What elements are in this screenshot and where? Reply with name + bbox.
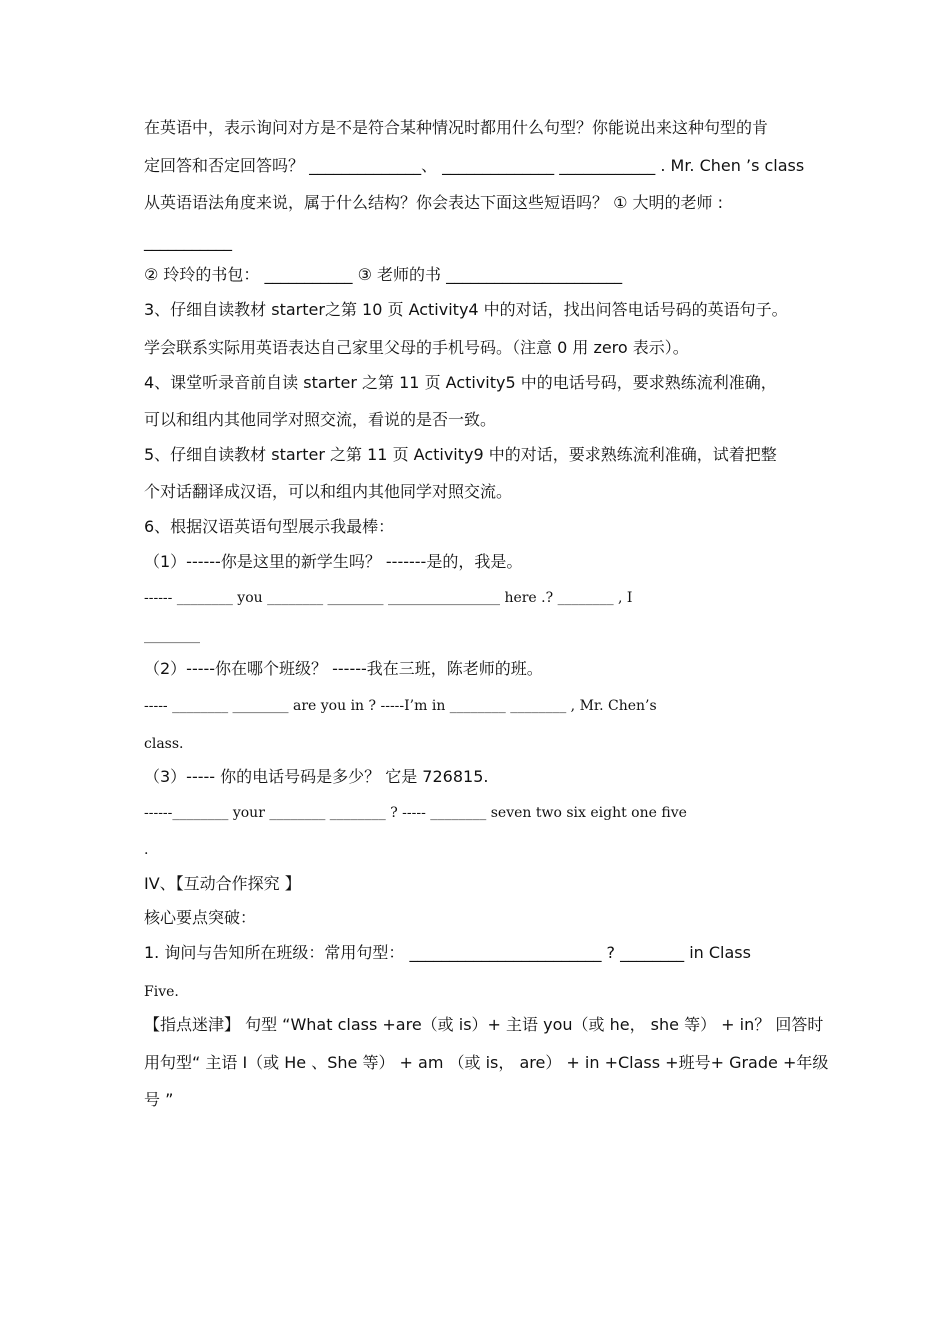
sentence-3-english: ------________ your ________ ________ ? ----- ________ seven two six eight one five bbox=[144, 805, 687, 821]
section-iv-heading: IV、【互动合作探究 】 bbox=[144, 874, 301, 893]
core-points-heading: 核心要点突破： bbox=[144, 908, 257, 927]
tips-line-3: 号 ” bbox=[144, 1090, 174, 1109]
sentence-2-chinese: （2）-----你在哪个班级？ ------我在三班，陈老师的班。 bbox=[144, 659, 543, 678]
intro-question-line-1: 在英语中，表示询问对方是不是符合某种情况时都用什么句型？你能说出来这种句型的肯 bbox=[144, 118, 769, 137]
sentence-1-english: ------ ________ you ________ ________ ________________ here .? ________ , I bbox=[144, 590, 633, 606]
task-3-line-1: 3、仔细自读教材 starter之第 10 页 Activity4 中的对话，找出问答电话号码的英语句子。 bbox=[144, 300, 788, 319]
intro-question-line-3: 从英语语法角度来说，属于什么结构？你会表达下面这些短语吗？ ① 大明的老师 : bbox=[144, 193, 723, 212]
answer-blank: ___________ bbox=[144, 232, 232, 251]
sentence-2-continued: class. bbox=[144, 736, 184, 752]
sentence-3-chinese: （3）----- 你的电话号码是多少？ 它是 726815. bbox=[144, 767, 489, 786]
tips-line-2: 用句型“ 主语 I（或 He 、She 等） + am （或 is， are） + in +Class +班号+ Grade +年级 bbox=[144, 1053, 829, 1072]
task-3-line-2: 学会联系实际用英语表达自己家里父母的手机号码。（注意 0 用 zero 表示）。 bbox=[144, 338, 689, 357]
task-6-heading: 6、根据汉语英语句型展示我最棒： bbox=[144, 517, 395, 536]
task-4-line-1: 4、课堂听录音前自读 starter 之第 11 页 Activity5 中的电话号码，要求熟练流利准确， bbox=[144, 373, 777, 392]
sentence-2-english: ----- ________ ________ are you in ? -----I’m in ________ ________ , Mr. Chen’s bbox=[144, 698, 657, 714]
sentence-1-chinese: （1）------你是这里的新学生吗？ -------是的，我是。 bbox=[144, 552, 523, 571]
point-1-line: 1. 询问与告知所在班级：常用句型： ________________________ ? ________ in Class bbox=[144, 943, 751, 962]
intro-question-line-2: 定回答和否定回答吗？ ______________、 ______________ ____________ . Mr. Chen ’s class bbox=[144, 156, 805, 175]
phrase-exercise-line: ② 玲玲的书包： ___________ ③ 老师的书 ______________________ bbox=[144, 265, 623, 284]
task-5-line-1: 5、仔细自读教材 starter 之第 11 页 Activity9 中的对话，要求熟练流利准确，试着把整 bbox=[144, 445, 777, 464]
point-1-continued: Five. bbox=[144, 984, 179, 1000]
tips-line-1: 【指点迷津】 句型 “What class +are（或 is）+ 主语 you（或 he， she 等） + in？ 回答时 bbox=[144, 1015, 824, 1034]
task-4-line-2: 可以和组内其他同学对照交流，看说的是否一致。 bbox=[144, 410, 497, 429]
task-5-line-2: 个对话翻译成汉语，可以和组内其他同学对照交流。 bbox=[144, 482, 513, 501]
sentence-3-continued: . bbox=[144, 842, 149, 858]
sentence-1-continued: ________ bbox=[144, 628, 200, 644]
